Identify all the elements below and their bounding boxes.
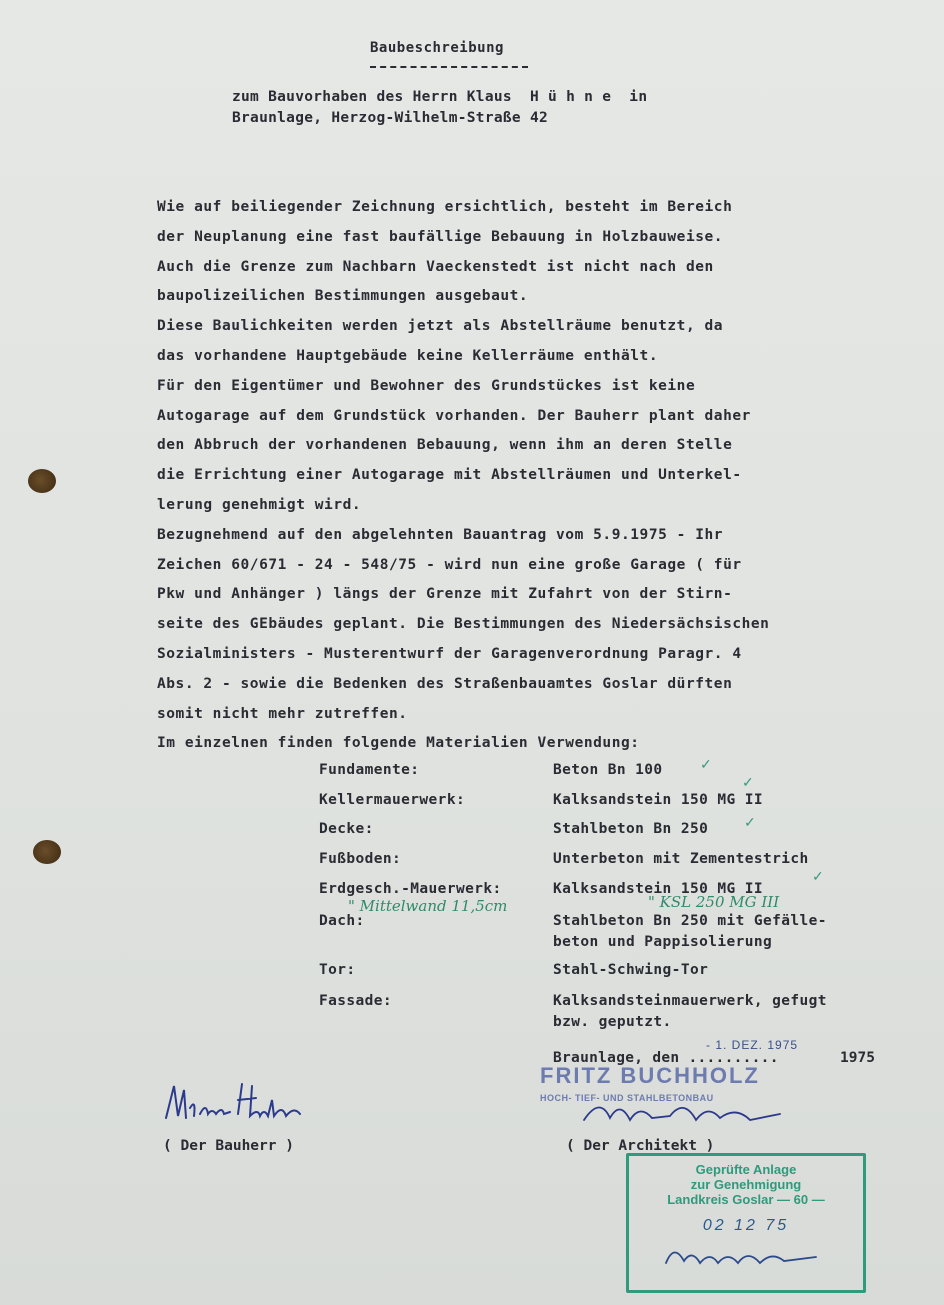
handwritten-note-mittelwand: " Mittelwand 11,5cm — [348, 897, 508, 915]
title-underline — [370, 66, 528, 68]
approval-stamp-date: 02 12 75 — [702, 1217, 790, 1234]
handwritten-note-ksl: " KSL 250 MG III — [648, 893, 780, 911]
body-text — [157, 193, 897, 759]
body-line: die Errichtung einer Autogarage mit Abstellräumen und Unterkel- — [157, 467, 742, 484]
material-label: Fassade: — [319, 993, 393, 1009]
material-label: Erdgesch.-Mauerwerk: — [319, 881, 502, 897]
subject-line-2: Braunlage, Herzog-Wilhelm-Straße 42 — [232, 110, 549, 126]
material-value: Beton Bn 100 — [553, 762, 663, 778]
material-value: Stahl-Schwing-Tor — [553, 962, 709, 978]
architect-caption: ( Der Architekt ) — [566, 1138, 715, 1154]
material-value: Kalksandstein 150 MG II — [553, 792, 763, 808]
body-line: das vorhandene Hauptgebäude keine Kellerräume enthält. — [157, 347, 659, 364]
body-line: den Abbruch der vorhandenen Bebauung, wenn ihm an deren Stelle — [157, 437, 733, 454]
body-line: Sozialministers - Musterentwurf der Garagenverordnung Paragr. 4 — [157, 645, 742, 662]
approval-stamp — [626, 1153, 866, 1293]
punch-hole-lower — [33, 840, 61, 864]
document-title: Baubeschreibung — [370, 40, 504, 56]
approval-stamp-line-3: Landkreis Goslar — 60 — — [667, 1192, 825, 1207]
material-label: Tor: — [319, 962, 356, 978]
body-line: baupolizeilichen Bestimmungen ausgebaut. — [157, 288, 529, 305]
body-line: Im einzelnen finden folgende Materialien Verwendung: — [157, 735, 640, 752]
check-mark-icon: ✓ — [744, 815, 756, 831]
place-date-line: Braunlage, den .......... — [553, 1050, 779, 1066]
firm-stamp-name: FRITZ BUCHHOLZ — [540, 1063, 760, 1088]
subject-line-1: zum Bauvorhaben des Herrn Klaus H ü h n e in — [232, 89, 648, 105]
body-line: Für den Eigentümer und Bewohner des Grundstückes ist keine — [157, 377, 696, 394]
material-value: Kalksandsteinmauerwerk, gefugt bzw. geputzt. — [553, 993, 827, 1030]
material-value: Stahlbeton Bn 250 — [553, 821, 709, 837]
received-date-stamp: - 1. DEZ. 1975 — [706, 1038, 799, 1052]
body-line: Zeichen 60/671 - 24 - 548/75 - wird nun eine große Garage ( für — [157, 556, 742, 573]
material-label: Dach: — [319, 913, 365, 929]
architect-signature — [580, 1090, 800, 1130]
check-mark-icon: ✓ — [700, 757, 712, 773]
body-line: Diese Baulichkeiten werden jetzt als Abstellräume benutzt, da — [157, 318, 724, 335]
material-value: Unterbeton mit Zementestrich — [553, 851, 809, 867]
approval-stamp-line-1: Geprüfte Anlage — [695, 1162, 797, 1177]
material-label: Kellermauerwerk: — [319, 792, 466, 808]
punch-hole-upper — [28, 469, 56, 493]
check-mark-icon: ✓ — [812, 869, 824, 885]
material-value: Stahlbeton Bn 250 mit Gefälle- beton und Pappisolierung — [553, 913, 827, 950]
body-line: Abs. 2 - sowie die Bedenken des Straßenbauamtes Goslar dürften — [157, 675, 733, 692]
owner-caption: ( Der Bauherr ) — [163, 1138, 294, 1154]
body-line: Auch die Grenze zum Nachbarn Vaeckenstedt ist nicht nach den — [157, 258, 714, 275]
body-line: Bezugnehmend auf den abgelehnten Bauantrag vom 5.9.1975 - Ihr — [157, 526, 724, 543]
body-line: seite des GEbäudes geplant. Die Bestimmungen des Niedersächsischen — [157, 616, 770, 633]
approval-stamp-line-2: zur Genehmigung — [690, 1177, 802, 1192]
material-label: Fußboden: — [319, 851, 402, 867]
material-value: Kalksandstein 150 MG II — [553, 881, 763, 897]
material-label: Fundamente: — [319, 762, 420, 778]
material-label: Decke: — [319, 821, 374, 837]
date-year: 1975 — [840, 1050, 875, 1066]
body-line: Wie auf beiliegender Zeichnung ersichtlich, besteht im Bereich — [157, 199, 733, 215]
body-line: der Neuplanung eine fast baufällige Bebauung in Holzbauweise. — [157, 228, 724, 245]
owner-signature — [160, 1078, 310, 1128]
body-line: somit nicht mehr zutreffen. — [157, 705, 408, 722]
body-line: Pkw und Anhänger ) längs der Grenze mit Zufahrt von der Stirn- — [157, 586, 733, 603]
approval-signature — [656, 1237, 836, 1271]
body-line: Autogarage auf dem Grundstück vorhanden. Der Bauherr plant daher — [157, 407, 751, 424]
firm-stamp-line: HOCH- TIEF- UND STAHLBETONBAU — [540, 1093, 714, 1103]
check-mark-icon: ✓ — [742, 775, 754, 791]
body-line: lerung genehmigt wird. — [157, 496, 362, 513]
